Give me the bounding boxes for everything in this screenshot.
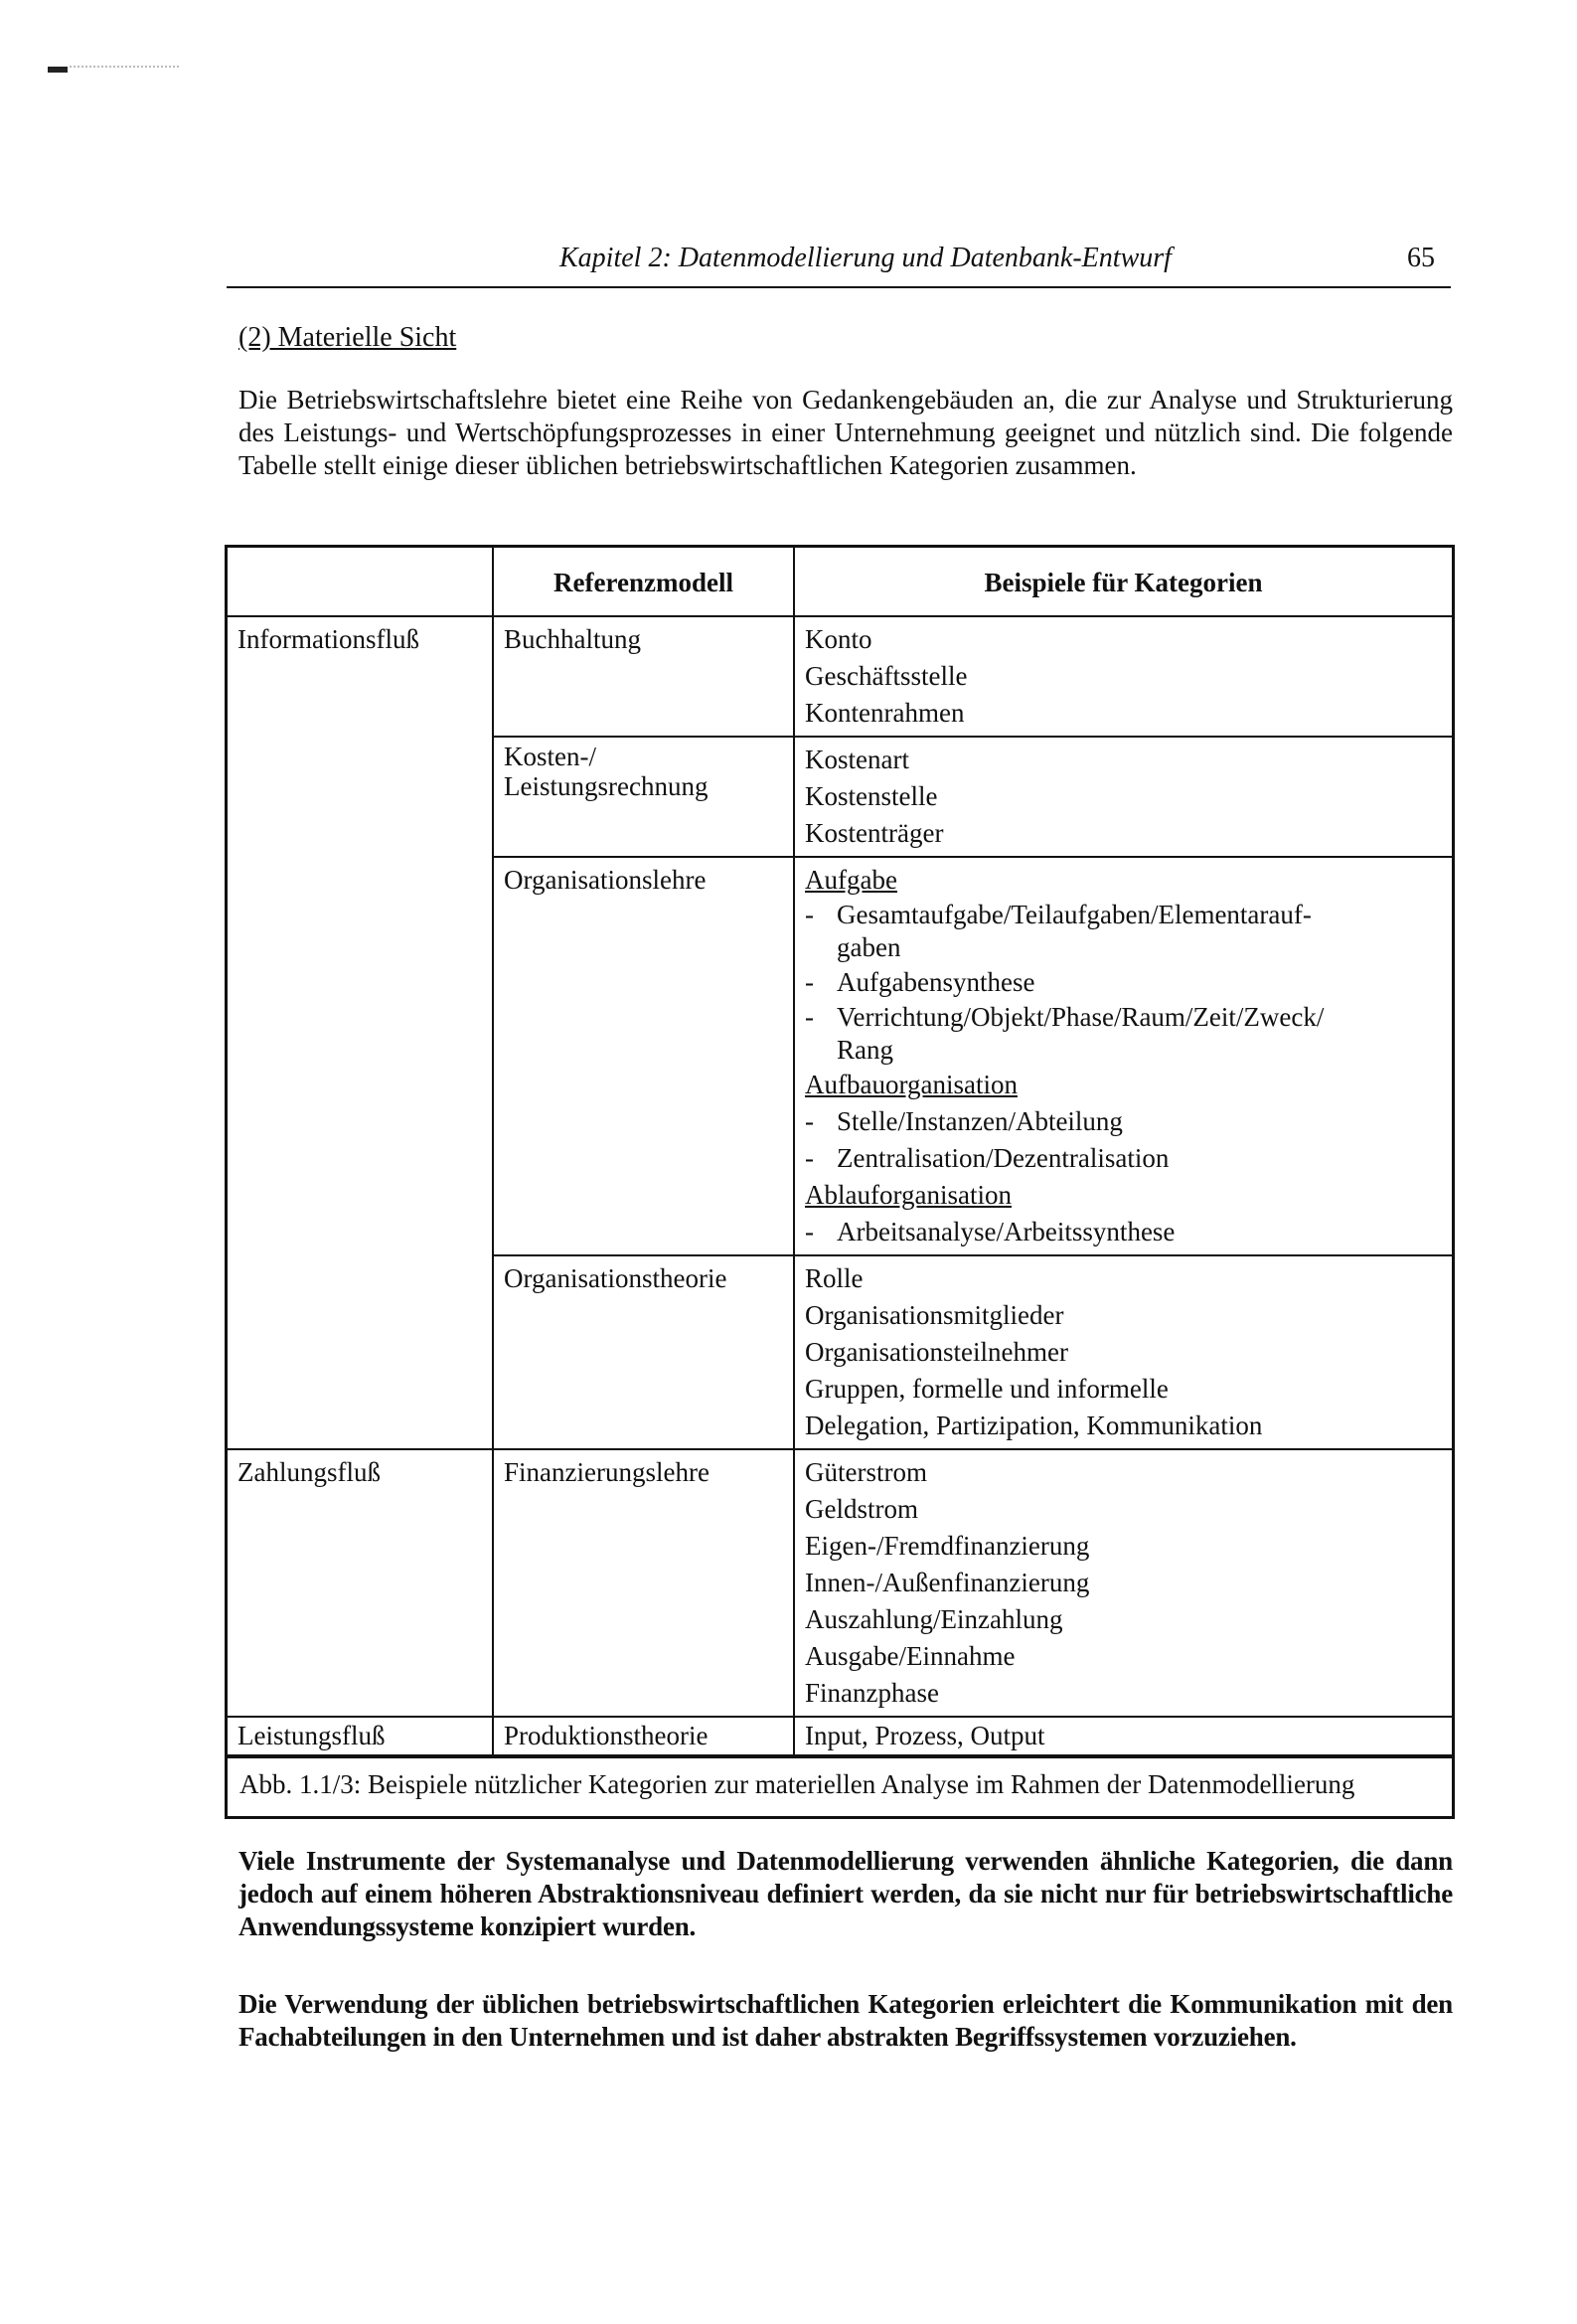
body-paragraph: Die Verwendung der üblichen betriebswirtschaftlichen Kategorien erleichtert die Kommunikation mit den Fachabteilungen in den Unternehmen und ist daher abstrakten Begriffssystemen vorzuziehen. [238,1989,1453,2052]
examples-cell [794,1449,1452,1717]
category-group-title: Aufgabe [805,865,897,895]
example-item: - Gesamtaufgabe/Teilaufgaben/Elementarauf- [805,900,1312,929]
running-head: Kapitel 2: Datenmodellierung und Datenbank-Entwurf [559,243,1172,273]
body-paragraph: Viele Instrumente der Systemanalyse und Datenmodellierung verwenden ähnliche Kategorien, die dann jedoch auf einem höheren Abstraktionsniveau definiert werden, da sie nicht nur für betriebswirtschaftliche Anwendungssysteme konzipiert wurden. [238,1846,1453,1941]
model-cell: Buchhaltung [493,616,794,737]
example-item-continuation: gaben [837,932,901,962]
example-item: Kostenträger [805,818,944,848]
example-item: Gruppen, formelle und informelle [805,1374,1169,1404]
example-item: Finanzphase [805,1678,939,1708]
category-group-title: Ablauforganisation [805,1180,1012,1210]
header-category-examples: Beispiele für Kategorien [794,548,1452,616]
figure-caption [228,1756,1452,1813]
examples-cell [794,1717,1452,1755]
table-row [228,616,1452,737]
model-cell: Organisationslehre [493,857,794,1255]
table-header-row [228,548,1452,616]
example-item: Güterstrom [805,1457,927,1487]
example-item: - Arbeitsanalyse/Arbeitssynthese [805,1217,1176,1246]
example-item: Organisationsmitglieder [805,1300,1064,1330]
table-row [228,1717,1452,1755]
model-line: Leistungsrechnung [504,771,709,801]
example-item: Kostenstelle [805,781,938,811]
model-cell: Produktionstheorie [493,1717,794,1755]
header-flow [228,548,493,616]
example-item: - Zentralisation/Dezentralisation [805,1143,1170,1173]
caption-label: Abb. 1.1/3: [239,1769,369,1799]
page-number: 65 [1407,243,1435,273]
intro-paragraph: Die Betriebswirtschaftslehre bietet eine Reihe von Gedankengebäuden an, die zur Analyse und Strukturierung des Leistungs- und Wertschöpfungsprozesses in einer Unternehmung geeignet und nützlich sind. Die folgende Tabelle stellt einige dieser üblichen betriebswirtschaftlichen Kategorien zusammen. [238,385,1453,480]
examples-cell [794,857,1452,1255]
model-cell: Organisationstheorie [493,1255,794,1449]
flow-cell: Zahlungsfluß [228,1449,493,1717]
example-item: Delegation, Partizipation, Kommunikation [805,1411,1263,1440]
example-item: Rolle [805,1263,864,1293]
header-reference-model: Referenzmodell [493,548,794,616]
page-header [227,237,1451,288]
example-item: Kontenrahmen [805,698,965,728]
examples-cell [794,1255,1452,1449]
flow-cell: Leistungsfluß [228,1717,493,1755]
example-item: - Stelle/Instanzen/Abteilung [805,1106,1123,1136]
example-item: Ausgabe/Einnahme [805,1641,1016,1671]
model-cell: Finanzierungslehre [493,1449,794,1717]
categories-figure [225,545,1455,1819]
flow-cell: Informationsfluß [228,616,493,1449]
example-item: Organisationsteilnehmer [805,1337,1068,1367]
example-item: Innen-/Außenfinanzierung [805,1568,1090,1597]
example-item: Input, Prozess, Output [805,1721,1045,1750]
example-item: Konto [805,624,872,654]
caption-text: Beispiele nützlicher Kategorien zur materiellen Analyse im Rahmen der Datenmodellierung [368,1769,1355,1799]
example-item: Geldstrom [805,1494,918,1524]
example-item-continuation: Rang [837,1035,893,1065]
category-group-title: Aufbauorganisation [805,1070,1018,1099]
example-item: Eigen-/Fremdfinanzierung [805,1531,1090,1561]
model-line: Kosten-/ [504,742,596,771]
section-heading: (2) Materielle Sicht [238,322,457,353]
scan-artifact: ▬ [48,56,66,78]
categories-table [228,548,1452,1756]
table-row [228,1449,1452,1717]
model-cell [493,737,794,857]
example-item: Geschäftsstelle [805,661,968,691]
examples-cell [794,616,1452,737]
examples-cell [794,737,1452,857]
example-item: - Aufgabensynthese [805,967,1035,997]
example-item: Auszahlung/Einzahlung [805,1604,1063,1634]
scan-artifact-dots [70,66,179,68]
example-item: Kostenart [805,745,909,774]
example-item: - Verrichtung/Objekt/Phase/Raum/Zeit/Zweck/ [805,1002,1325,1032]
